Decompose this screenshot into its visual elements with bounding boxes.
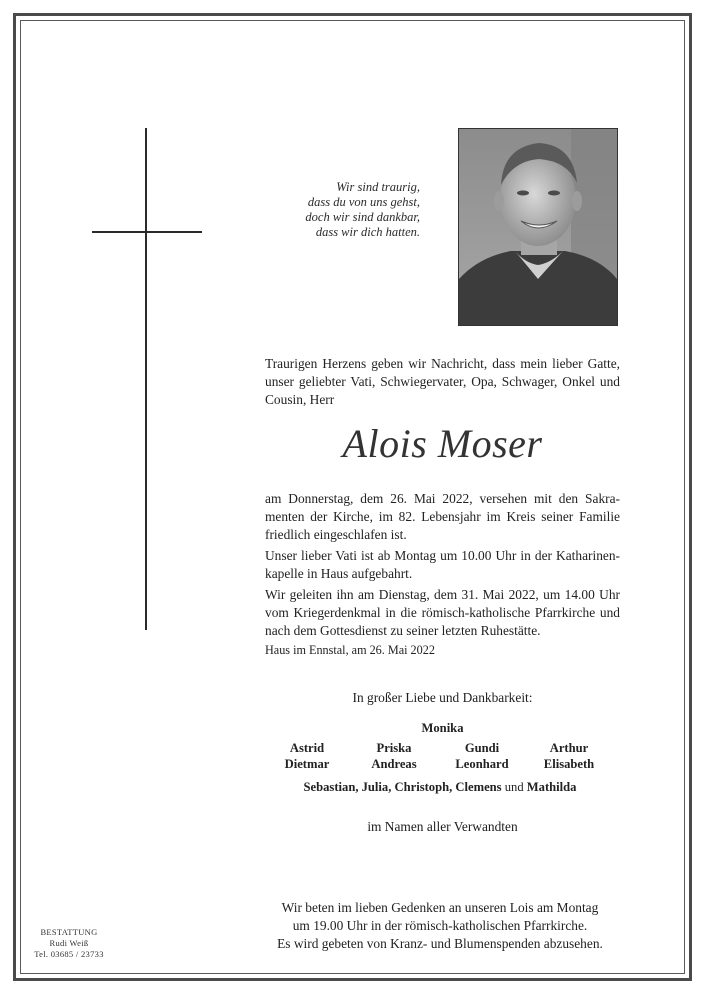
poem-line: dass wir dich hatten. [315,225,420,239]
paragraph-line: am Donnerstag, dem 26. Mai 2022, versehen mit den Sakra- [265,491,620,506]
funeral-home-line: Rudi Weiß [49,938,89,948]
relatives-line: im Namen aller Verwandten [367,819,518,834]
family-member: Arthur [549,741,589,755]
viewing-paragraph [265,547,620,583]
family-couple [349,740,439,772]
funeral-paragraph [265,586,620,640]
family-member: Leonhard [455,757,509,771]
closing-notice [225,899,655,953]
funeral-home-line: BESTATTUNG [40,927,98,937]
paragraph-line: menten der Kirche, im 82. Lebensjahr im Kreis seiner Familie [265,509,620,524]
family-member: Gundi [464,741,500,755]
family-grandchildren [225,779,655,795]
paragraph-line: kapelle in Haus aufgebahrt. [265,566,413,581]
funeral-home-line: Tel. 03685 / 23733 [34,949,104,959]
deceased-name: Alois Moser [342,421,543,466]
poem-line: Wir sind traurig, [336,180,420,194]
family-member: Astrid [289,741,325,755]
paragraph-line: nach dem Gottesdienst zu seiner letzten Ruhestätte. [265,623,541,638]
portrait-photo [458,128,618,326]
family-member: Priska [376,741,412,755]
place-and-date: Haus im Ennstal, am 26. Mai 2022 [265,643,435,657]
memorial-poem [250,180,420,240]
family-couple [262,740,352,772]
paragraph-line: Unser lieber Vati ist ab Montag um 10.00 Uhr in der Katharinen- [265,548,620,563]
intro-line: unser geliebter Vati, Schwiegervater, Opa, Schwager, Onkel und [265,374,620,389]
paragraph-line: friedlich eingeschlafen ist. [265,527,407,542]
family-member: Andreas [371,757,417,771]
family-spouse: Monika [421,721,464,735]
grandchildren-last: Mathilda [526,780,577,794]
closing-line: um 19.00 Uhr in der römisch-katholischen Pfarrkirche. [292,918,588,933]
family-member: Dietmar [284,757,330,771]
closing-line: Es wird gebeten von Kranz- und Blumenspenden abzusehen. [277,936,603,951]
grandchildren-and: und [504,780,524,794]
gratitude-line: In großer Liebe und Dankbarkeit: [352,690,533,705]
cross-vertical-bar [145,128,147,630]
paragraph-line: Wir geleiten ihn am Dienstag, dem 31. Mai 2022, um 14.00 Uhr [265,587,620,602]
poem-line: doch wir sind dankbar, [305,210,420,224]
family-couple [524,740,614,772]
closing-line: Wir beten im lieben Gedenken an unseren Lois am Montag [281,900,599,915]
paragraph-line: vom Kriegerdenkmal in die römisch-katholische Pfarrkirche und [265,605,620,620]
family-member: Elisabeth [543,757,595,771]
death-notice-paragraph [265,490,620,544]
funeral-home-info [28,927,110,960]
intro-line: Traurigen Herzens geben wir Nachricht, dass mein lieber Gatte, [265,356,620,371]
announcement-intro [265,355,620,409]
poem-line: dass du von uns gehst, [307,195,420,209]
intro-line: Cousin, Herr [265,392,335,407]
grandchildren-names: Sebastian, Julia, Christoph, Clemens [303,780,502,794]
family-couple [437,740,527,772]
cross-horizontal-bar [92,231,202,233]
portrait-photo-image [459,129,617,325]
